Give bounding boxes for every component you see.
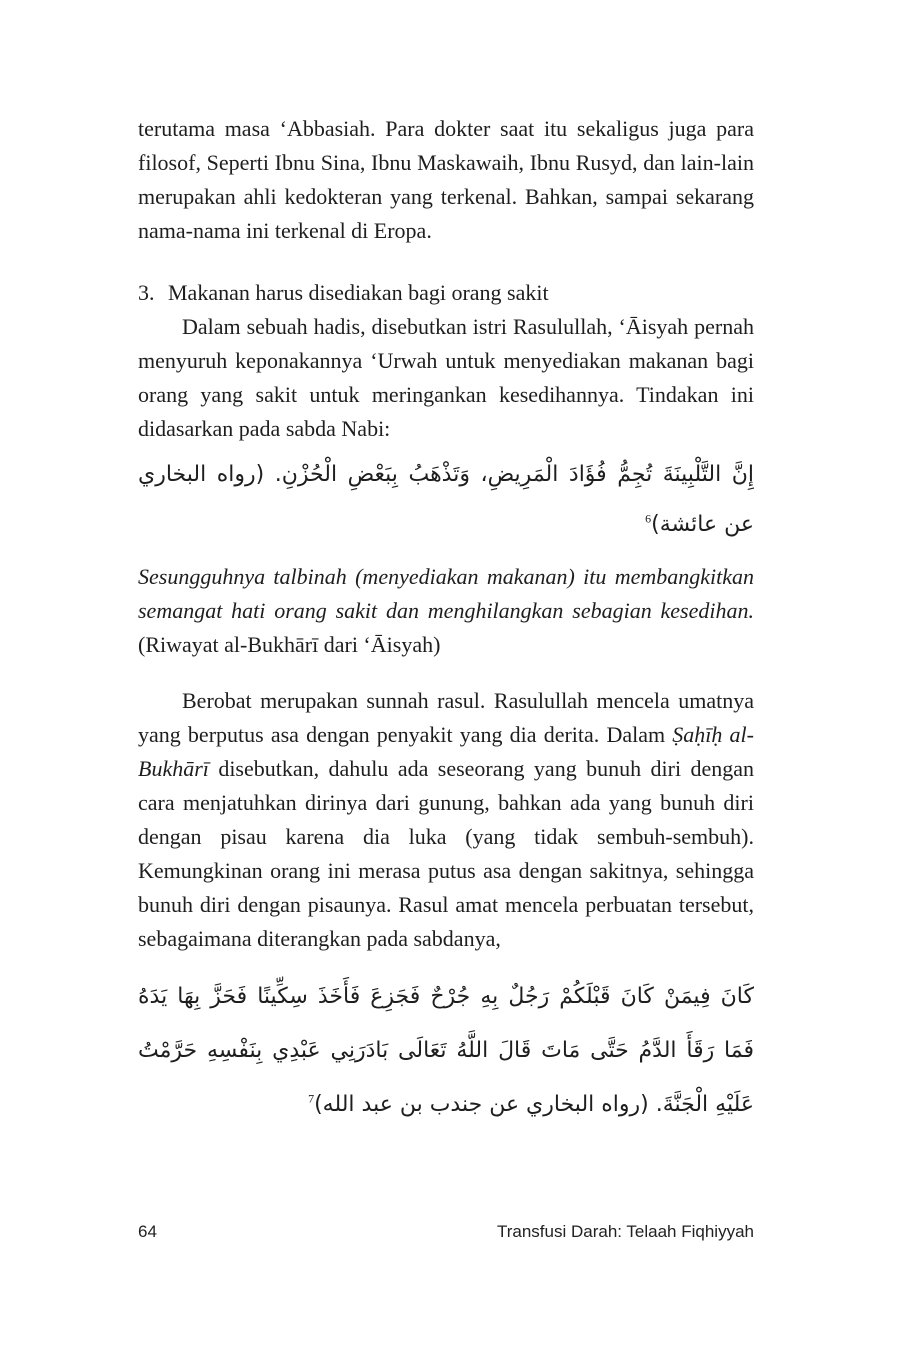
translation-source: (Riwayat al-Bukhārī dari ‘Āisyah) (138, 632, 441, 657)
hadith-jundab (138, 970, 754, 1132)
list-number: 3. (138, 280, 155, 305)
list-heading: Makanan harus disediakan bagi orang sakit (168, 280, 549, 305)
paragraph-berobat-end: disebutkan, dahulu ada seseorang yang bunuh diri dengan cara menjatuhkan dirinya dari gunung, bahkan ada yang bunuh diri dengan pisau karena dia luka (yang tidak sembuh-sembuh). Kemungkinan orang ini merasa putus asa dengan sakitnya, sehingga bunuh diri dengan pisaunya. Rasul amat mencela perbuatan tersebut, sebagaimana diterangkan pada sabdanya, (138, 756, 755, 951)
paragraph-abbasiah: terutama masa ‘Abbasiah. Para dokter saat itu sekaligus juga para filosof, Seperti Ibnu Sina, Ibnu Maskawaih, Ibnu Rusyd, dan lain-lain merupakan ahli kedokteran yang terkenal. Bahkan, sampai sekarang nama-nama ini terkenal di Eropa. (138, 116, 754, 243)
page-body (138, 112, 754, 1132)
paragraph-berobat (138, 684, 754, 956)
page-number: 64 (138, 1222, 157, 1241)
hadith-translation (138, 560, 754, 662)
hadith-talbinah-text: إِنَّ التَّلْبِينَةَ تُجِمُّ فُؤَادَ الْمَرِيضِ، وَتَذْهَبُ بِبَعْضِ الْحُزْنِ. (رواه البخاري عن عائشة) (138, 462, 754, 537)
paragraph-aisyah: Dalam sebuah hadis, disebutkan istri Rasulullah, ‘Āisyah pernah menyuruh keponakannya ‘Urwah untuk menyediakan makanan bagi orang yang sakit untuk meringankan kesedihannya. Tindakan ini didasarkan pada sabda Nabi: (138, 314, 754, 441)
paragraph-berobat-start: Berobat merupakan sunnah rasul. Rasulullah mencela umatnya yang berputus asa dengan penyakit yang dia derita. Dalam (138, 688, 754, 747)
running-title: Transfusi Darah: Telaah Fiqhiyyah (496, 1222, 754, 1241)
page-footer (138, 1222, 754, 1248)
footnote-marker-7: 7 (308, 1091, 315, 1106)
footnote-marker-6: 6 (645, 511, 652, 526)
list-item-3 (138, 276, 754, 310)
translation-italic: Sesungguhnya talbinah (menyediakan makanan) itu membangkitkan semangat hati orang sakit dan menghilangkan sebagian kesedihan. (138, 564, 754, 623)
hadith-talbinah (138, 450, 754, 550)
hadith-jundab-text: كَانَ فِيمَنْ كَانَ قَبْلَكُمْ رَجُلٌ بِهِ جُرْحٌ فَجَزِعَ فَأَخَذَ سِكِّينًا فَحَزَّ بِهَا يَدَهُ فَمَا رَقَأَ الدَّمُ حَتَّى مَاتَ قَالَ اللَّهُ تَعَالَى بَادَرَنِي عَبْدِي بِنَفْسِهِ حَرَّمْتُ عَلَيْهِ الْجَنَّةَ. (رواه البخاري عن جندب بن عبد الله) (138, 984, 754, 1117)
book-title: Ṣaḥīḥ al-Bukhārī (138, 722, 754, 781)
